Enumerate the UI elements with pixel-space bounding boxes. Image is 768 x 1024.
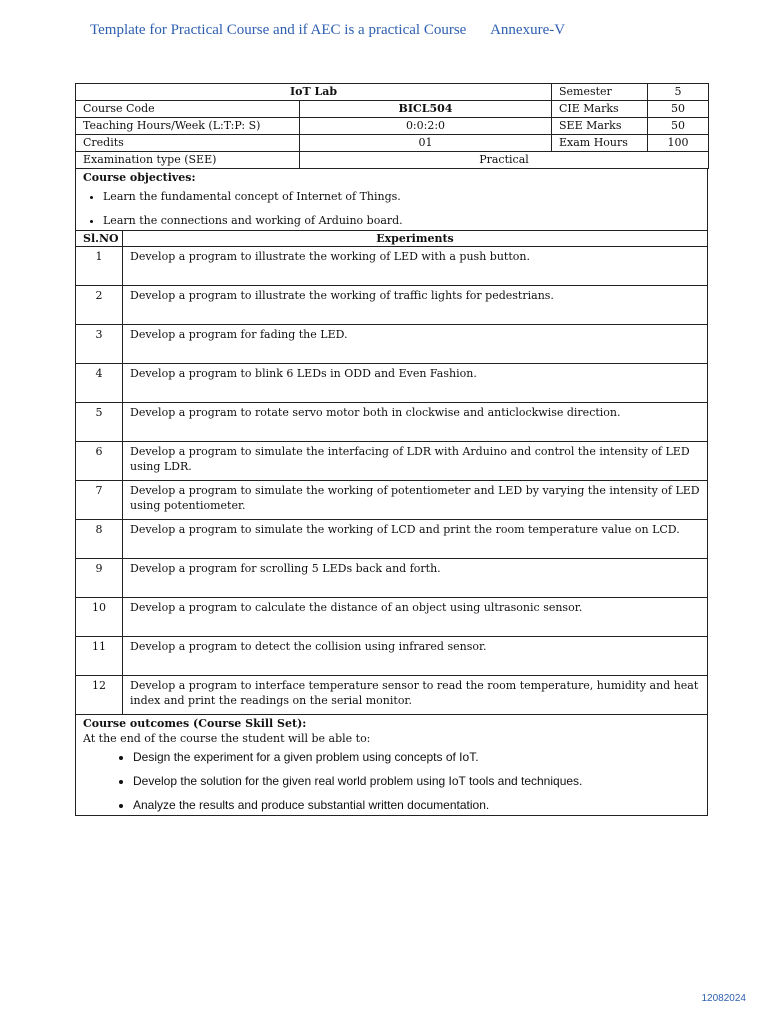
objectives-table	[75, 169, 708, 231]
experiment-row	[76, 364, 708, 403]
course-code-row	[76, 101, 709, 118]
objective-item: • Learn the fundamental concept of Internet of Things.	[103, 189, 700, 204]
experiment-row	[76, 676, 708, 715]
objective-item: • Learn the connections and working of Arduino board.	[103, 213, 700, 228]
experiment-row	[76, 442, 708, 481]
outcome-item: • Analyze the results and produce substantial written documentation.	[133, 798, 700, 813]
annexure-label: Annexure-V	[490, 22, 566, 38]
experiment-row	[76, 637, 708, 676]
template-title: Template for Practical Course and if AEC is a practical Course	[90, 22, 467, 38]
experiment-row	[76, 559, 708, 598]
page-header	[90, 22, 565, 39]
course-code-value: BICL504	[300, 101, 552, 118]
credits-value: 01	[300, 135, 552, 152]
cie-marks-label: CIE Marks	[552, 101, 648, 118]
experiment-text: Develop a program to rotate servo motor both in clockwise and anticlockwise direction.	[123, 403, 708, 442]
outcome-item: • Design the experiment for a given problem using concepts of IoT.	[133, 750, 700, 765]
experiment-text: Develop a program for scrolling 5 LEDs back and forth.	[123, 559, 708, 598]
exam-hours-label: Exam Hours	[552, 135, 648, 152]
credits-row	[76, 135, 709, 152]
experiment-number: 5	[76, 403, 123, 442]
course-code-label: Course Code	[76, 101, 300, 118]
experiments-header: Experiments	[123, 231, 708, 247]
experiment-row	[76, 520, 708, 559]
experiment-row	[76, 325, 708, 364]
experiment-number: 8	[76, 520, 123, 559]
experiment-row	[76, 403, 708, 442]
experiment-text: Develop a program to simulate the working of potentiometer and LED by varying the intensity of LED using potentiometer.	[123, 481, 708, 520]
syllabus-document	[75, 83, 708, 816]
experiment-text: Develop a program to interface temperature sensor to read the room temperature, humidity and heat index and print the readings on the serial monitor.	[123, 676, 708, 715]
experiment-row	[76, 481, 708, 520]
slno-header: Sl.NO	[76, 231, 123, 247]
outcome-item: • Develop the solution for the given real world problem using IoT tools and techniques.	[133, 774, 700, 789]
experiment-number: 3	[76, 325, 123, 364]
semester-value: 5	[648, 84, 709, 101]
experiment-text: Develop a program to calculate the distance of an object using ultrasonic sensor.	[123, 598, 708, 637]
experiments-header-row	[76, 231, 708, 247]
experiment-number: 1	[76, 247, 123, 286]
exam-type-row	[76, 152, 709, 169]
exam-hours-value: 100	[648, 135, 709, 152]
outcomes-heading: Course outcomes (Course Skill Set):	[83, 717, 307, 730]
course-info-table	[75, 83, 709, 169]
outcomes-table	[75, 715, 708, 816]
exam-type-label: Examination type (SEE)	[76, 152, 300, 169]
experiment-number: 10	[76, 598, 123, 637]
cie-marks-value: 50	[648, 101, 709, 118]
see-marks-label: SEE Marks	[552, 118, 648, 135]
course-name: IoT Lab	[76, 84, 552, 101]
course-outcomes	[76, 715, 708, 816]
experiment-row	[76, 598, 708, 637]
experiment-text: Develop a program to simulate the working of LCD and print the room temperature value on LCD.	[123, 520, 708, 559]
teaching-hours-label: Teaching Hours/Week (L:T:P: S)	[76, 118, 300, 135]
course-name-row	[76, 84, 709, 101]
experiment-row	[76, 247, 708, 286]
experiment-text: Develop a program to simulate the interfacing of LDR with Arduino and control the intensity of LED using LDR.	[123, 442, 708, 481]
document-code: 12082024	[701, 993, 746, 1004]
experiment-number: 11	[76, 637, 123, 676]
outcomes-intro: At the end of the course the student will be able to:	[83, 732, 371, 745]
objectives-list	[83, 189, 700, 228]
experiment-number: 6	[76, 442, 123, 481]
experiment-number: 2	[76, 286, 123, 325]
credits-label: Credits	[76, 135, 300, 152]
experiment-number: 12	[76, 676, 123, 715]
experiment-text: Develop a program to illustrate the working of traffic lights for pedestrians.	[123, 286, 708, 325]
teaching-hours-row	[76, 118, 709, 135]
exam-type-value: Practical	[300, 152, 709, 169]
course-objectives	[76, 169, 708, 231]
experiment-number: 4	[76, 364, 123, 403]
experiment-text: Develop a program to detect the collision using infrared sensor.	[123, 637, 708, 676]
experiment-text: Develop a program for fading the LED.	[123, 325, 708, 364]
teaching-hours-value: 0:0:2:0	[300, 118, 552, 135]
objectives-heading: Course objectives:	[83, 171, 196, 184]
experiment-text: Develop a program to illustrate the working of LED with a push button.	[123, 247, 708, 286]
experiment-row	[76, 286, 708, 325]
experiment-number: 9	[76, 559, 123, 598]
see-marks-value: 50	[648, 118, 709, 135]
outcomes-list	[83, 750, 700, 813]
experiment-text: Develop a program to blink 6 LEDs in ODD and Even Fashion.	[123, 364, 708, 403]
semester-label: Semester	[552, 84, 648, 101]
experiments-table	[75, 231, 708, 715]
experiment-number: 7	[76, 481, 123, 520]
